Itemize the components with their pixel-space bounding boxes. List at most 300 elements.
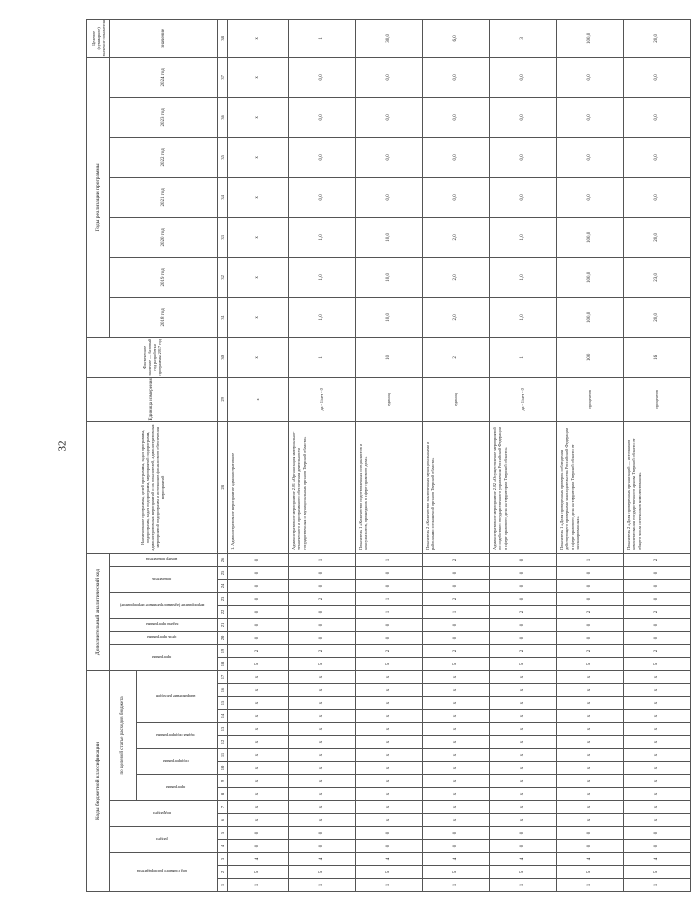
code-cell: 0 (490, 840, 557, 853)
extra-code-cell: 0 (228, 618, 289, 631)
code-cell: x (228, 736, 289, 749)
code-cell: x (490, 710, 557, 723)
code-cell: 5 (423, 866, 490, 879)
column-number: 20 (218, 631, 228, 644)
year-value-cell: 0,0 (356, 137, 423, 177)
code-cell: x (289, 723, 356, 736)
year-header-1: 2019 год (110, 257, 218, 297)
table-wrapper (86, 20, 660, 892)
unit-cell: процентов (624, 377, 691, 421)
extra-code-cell: 0 (228, 579, 289, 592)
column-number: 28 (218, 421, 228, 553)
column-number: 29 (218, 377, 228, 421)
column-number: 10 (218, 762, 228, 775)
code-cell: x (624, 697, 691, 710)
code-cell: x (423, 723, 490, 736)
year-value-cell: 0,0 (289, 177, 356, 217)
column-number: 11 (218, 749, 228, 762)
year-header-3: 2021 год (110, 177, 218, 217)
description-cell: Показатель 1 «Доля проведенных проверок соблюдения действующего проверками законодательства Российской Федерации в сфере правового дела на территории Тверской области от запланированных» (557, 421, 624, 553)
year-value-cell: x (228, 177, 289, 217)
base-value-cell: 1 (289, 337, 356, 377)
code-cell: x (356, 775, 423, 788)
year-header-6: 2024 год (110, 57, 218, 97)
year-value-cell: 10,0 (356, 257, 423, 297)
code-cell: x (289, 775, 356, 788)
year-value-cell: 20,0 (624, 297, 691, 337)
year-value-cell: 0,0 (557, 57, 624, 97)
code-cell: 0 (624, 827, 691, 840)
extra-code-cell: 0 (356, 579, 423, 592)
year-value-cell: 1,0 (289, 217, 356, 257)
column-number: 21 (218, 618, 228, 631)
code-cell: x (423, 670, 490, 683)
year-value-cell: 0,0 (490, 97, 557, 137)
column-number: 35 (218, 137, 228, 177)
code-cell: x (423, 814, 490, 827)
column-number: 7 (218, 801, 228, 814)
code-cell: 5 (490, 866, 557, 879)
column-number: 38 (218, 19, 228, 57)
column-number: 22 (218, 605, 228, 618)
code-cell: x (423, 736, 490, 749)
extra-code-cell: 0 (490, 631, 557, 644)
column-number: 26 (218, 553, 228, 566)
code-cell: 0 (423, 840, 490, 853)
code-cell: 5 (356, 866, 423, 879)
code-cell: x (490, 775, 557, 788)
extra-subheader-program: программа (110, 644, 218, 670)
code-cell: 1 (423, 879, 490, 892)
final-value-cell: 100,0 (557, 19, 624, 57)
extra-code-cell: 0 (228, 605, 289, 618)
final-value-cell: 1 (289, 19, 356, 57)
extra-code-cell: 5 (557, 657, 624, 670)
extra-code-cell: 2 (624, 644, 691, 657)
code-cell: x (490, 814, 557, 827)
base-value-cell: 100 (557, 337, 624, 377)
code-cell: x (490, 762, 557, 775)
code-cell: 0 (490, 827, 557, 840)
code-cell: 1 (624, 879, 691, 892)
code-cell: x (490, 723, 557, 736)
description-cell: Административное мероприятие 2.01 «Организация материально-технического и программного обеспечения деятельности государственных и муниципальных органов Тверской области» (289, 421, 356, 553)
base-value-cell: 1 (490, 337, 557, 377)
code-cell: x (356, 723, 423, 736)
code-cell: x (289, 710, 356, 723)
extra-code-cell: 0 (356, 631, 423, 644)
code-cell: x (356, 670, 423, 683)
codes-group-header: Коды бюджетной классификации (87, 670, 110, 891)
unit-cell: да - 1/нет - 0 (289, 377, 356, 421)
code-cell: x (228, 710, 289, 723)
year-value-cell: 0,0 (289, 97, 356, 137)
year-value-cell: 1,0 (490, 297, 557, 337)
extra-code-cell: 0 (289, 579, 356, 592)
final-group-header: Целевое (суммарное) значение показателя (87, 19, 110, 57)
column-number: 36 (218, 97, 228, 137)
code-cell: x (557, 710, 624, 723)
year-header-0: 2018 год (110, 297, 218, 337)
column-number: 25 (218, 566, 228, 579)
code-cell: 0 (289, 827, 356, 840)
unit-cell: x (228, 377, 289, 421)
extra-code-cell: 2 (490, 644, 557, 657)
extra-code-cell: 0 (228, 631, 289, 644)
column-number-row (218, 19, 228, 891)
extra-code-cell: 0 (490, 579, 557, 592)
year-value-cell: 0,0 (423, 97, 490, 137)
extra-code-cell: 0 (423, 618, 490, 631)
extra-code-cell: 2 (624, 605, 691, 618)
code-subheader-1: раздел (110, 827, 218, 853)
extra-code-cell: 5 (356, 657, 423, 670)
code-cell: x (490, 670, 557, 683)
year-value-cell: 0,0 (490, 57, 557, 97)
code-cell: x (557, 801, 624, 814)
code-cell: x (289, 736, 356, 749)
extra-code-cell: 2 (557, 644, 624, 657)
year-value-cell: 100,0 (557, 297, 624, 337)
column-number: 30 (218, 337, 228, 377)
extra-code-cell: 0 (356, 618, 423, 631)
code-cell: 0 (356, 840, 423, 853)
extra-code-cell: 0 (228, 566, 289, 579)
year-value-cell: 2,0 (423, 217, 490, 257)
code-cell: 0 (557, 827, 624, 840)
year-value-cell: 0,0 (557, 177, 624, 217)
column-number: 13 (218, 723, 228, 736)
year-value-cell: 100,0 (557, 257, 624, 297)
table-row (557, 19, 624, 891)
code-cell: x (356, 762, 423, 775)
extra-code-cell: 0 (557, 592, 624, 605)
final-value-cell: 3 (490, 19, 557, 57)
year-header-4: 2022 год (110, 137, 218, 177)
year-value-cell: 1,0 (490, 217, 557, 257)
year-value-cell: 0,0 (624, 177, 691, 217)
extra-code-cell: 5 (624, 657, 691, 670)
extra-code-cell: 0 (624, 566, 691, 579)
year-value-cell: 0,0 (490, 137, 557, 177)
extra-code-cell: 0 (289, 631, 356, 644)
code-cell: x (228, 670, 289, 683)
code-subheader-5: задача подпрограммы (137, 723, 218, 749)
code-cell: x (490, 788, 557, 801)
code-cell: x (557, 749, 624, 762)
year-header-5: 2023 год (110, 97, 218, 137)
year-value-cell: 0,0 (490, 177, 557, 217)
year-value-cell: 2,0 (423, 257, 490, 297)
extra-code-cell: 5 (289, 657, 356, 670)
column-number: 4 (218, 840, 228, 853)
code-cell: x (423, 749, 490, 762)
year-value-cell: 0,0 (356, 57, 423, 97)
final-value-header: значение (110, 19, 218, 57)
year-value-cell: 10,0 (356, 297, 423, 337)
code-cell: x (423, 684, 490, 697)
code-cell: 4 (557, 853, 624, 866)
program-indicators-table (86, 19, 691, 892)
unit-cell: единиц (356, 377, 423, 421)
year-value-cell: x (228, 97, 289, 137)
code-cell: x (356, 788, 423, 801)
year-value-cell: 0,0 (356, 177, 423, 217)
code-cell: x (423, 697, 490, 710)
year-value-cell: 1,0 (289, 257, 356, 297)
code-cell: x (289, 788, 356, 801)
year-value-cell: 0,0 (423, 137, 490, 177)
year-value-cell: 0,0 (624, 137, 691, 177)
extra-code-cell: 2 (423, 553, 490, 566)
extra-code-cell: 0 (423, 566, 490, 579)
code-cell: x (356, 697, 423, 710)
table-row (490, 19, 557, 891)
code-cell: 0 (228, 827, 289, 840)
code-cell: x (289, 762, 356, 775)
code-cell: 4 (289, 853, 356, 866)
header-row-groups (87, 19, 110, 891)
year-value-cell: x (228, 217, 289, 257)
column-number: 1 (218, 879, 228, 892)
final-value-cell: x (228, 19, 289, 57)
code-cell: 1 (356, 879, 423, 892)
code-cell: x (624, 775, 691, 788)
code-cell: 4 (356, 853, 423, 866)
code-cell: x (228, 684, 289, 697)
code-cell: x (423, 775, 490, 788)
code-cell: x (356, 801, 423, 814)
code-cell: 0 (557, 840, 624, 853)
column-number: 6 (218, 814, 228, 827)
extra-code-cell: 0 (356, 566, 423, 579)
description-cell: Административное мероприятие 2.02 «Осуществление мероприятий по содействию государственного управления Российской Федерации в сфере правового дела на территории Тверской области» (490, 421, 557, 553)
extra-code-cell: 1 (356, 605, 423, 618)
extra-subheader-indicator: показатель (110, 566, 218, 592)
code-cell: 0 (356, 827, 423, 840)
code-cell: x (423, 801, 490, 814)
code-cell: x (423, 762, 490, 775)
code-subheader-4: подпрограмма (137, 749, 218, 775)
code-cell: x (228, 788, 289, 801)
code-cell: 4 (423, 853, 490, 866)
code-cell: x (624, 788, 691, 801)
unit-cell: процентов (557, 377, 624, 421)
code-cell: x (228, 697, 289, 710)
table-row (289, 19, 356, 891)
code-cell: x (289, 697, 356, 710)
column-number: 23 (218, 592, 228, 605)
extra-code-cell: 0 (490, 566, 557, 579)
code-cell: x (557, 670, 624, 683)
year-value-cell: 0,0 (289, 57, 356, 97)
code-cell: x (624, 749, 691, 762)
code-cell: 5 (624, 866, 691, 879)
year-value-cell: x (228, 257, 289, 297)
code-subheader-2: подраздел (110, 801, 218, 827)
code-cell: 1 (228, 879, 289, 892)
description-cell: Показатель 1 «Количество подготовленных специалистов и консультантов, прошедших в сфере правового дела» (356, 421, 423, 553)
extra-code-cell: 0 (624, 618, 691, 631)
extra-code-cell: 2 (557, 605, 624, 618)
base-year-header: Фактическое значение — базовый год разработки программы 2017 год (87, 337, 218, 377)
extra-code-cell: 0 (557, 579, 624, 592)
unit-cell: единиц (423, 377, 490, 421)
code-cell: 4 (624, 853, 691, 866)
extra-subheader-measure: мероприятие (административное мероприятие) (110, 592, 218, 618)
code-cell: x (490, 684, 557, 697)
year-value-cell: 0,0 (557, 137, 624, 177)
code-cell: x (490, 697, 557, 710)
extra-code-cell: 0 (490, 553, 557, 566)
code-cell: x (228, 749, 289, 762)
code-cell: x (228, 801, 289, 814)
code-cell: x (289, 814, 356, 827)
base-value-cell: x (228, 337, 289, 377)
year-value-cell: 100,0 (557, 217, 624, 257)
extra-code-cell: 0 (557, 631, 624, 644)
extra-code-cell: 0 (423, 579, 490, 592)
extra-code-cell: 0 (289, 566, 356, 579)
extra-subheader-goal: цель программы (110, 631, 218, 644)
expense-group-header: по целевой статье расходов бюджета (110, 670, 137, 800)
year-value-cell: 20,0 (624, 217, 691, 257)
column-number: 24 (218, 579, 228, 592)
code-cell: x (423, 788, 490, 801)
column-number: 14 (218, 710, 228, 723)
extra-code-cell: 2 (490, 605, 557, 618)
code-cell: x (624, 736, 691, 749)
code-cell: x (356, 749, 423, 762)
extra-code-cell: 0 (557, 566, 624, 579)
year-value-cell: x (228, 57, 289, 97)
year-value-cell: 0,0 (557, 97, 624, 137)
code-cell: x (228, 723, 289, 736)
code-cell: x (624, 710, 691, 723)
extra-code-cell: 1 (289, 553, 356, 566)
code-cell: 0 (423, 827, 490, 840)
code-cell: x (557, 684, 624, 697)
extra-code-cell: 2 (228, 644, 289, 657)
code-cell: x (624, 684, 691, 697)
description-cell: Показатель 2 «Доля проверенных организаций — источников комплектования государственного архива Тверской области от общего числа источников комплектования» (624, 421, 691, 553)
year-value-cell: 0,0 (624, 97, 691, 137)
extra-code-cell: 0 (490, 618, 557, 631)
extra-code-cell: 5 (490, 657, 557, 670)
extra-code-cell: 0 (624, 631, 691, 644)
code-cell: x (557, 723, 624, 736)
code-cell: x (356, 814, 423, 827)
extra-code-cell: 0 (228, 592, 289, 605)
code-cell: x (490, 749, 557, 762)
extra-code-cell: 2 (423, 592, 490, 605)
code-cell: x (557, 697, 624, 710)
extra-code-cell: 0 (624, 579, 691, 592)
code-cell: x (356, 736, 423, 749)
year-value-cell: 0,0 (624, 57, 691, 97)
code-cell: x (624, 762, 691, 775)
code-cell: 5 (228, 866, 289, 879)
extra-code-cell: 0 (289, 618, 356, 631)
extra-code-cell: 2 (423, 644, 490, 657)
code-cell: 0 (289, 840, 356, 853)
description-cell: Показатель 2 «Количество заключенных муниципальными и районными соглашений органов Тверской области» (423, 421, 490, 553)
year-value-cell: 1,0 (289, 297, 356, 337)
extra-code-group-header: Дополнительный аналитический код (87, 553, 110, 670)
table-body (228, 19, 691, 891)
column-number: 31 (218, 297, 228, 337)
column-number: 16 (218, 684, 228, 697)
unit-header: Единица измерения (87, 377, 218, 421)
table-row (228, 19, 289, 891)
table-row (423, 19, 490, 891)
name-header: Наименование программы, целей программы, задач программы, подпрограмм, задач подпрограмм, мероприятий подпрограмм, административных мероприятий и их показателей, административных мероприятий подпрограмм и источников финансового обеспечения мероприятий (87, 421, 218, 553)
column-number: 15 (218, 697, 228, 710)
column-number: 8 (218, 788, 228, 801)
code-cell: x (423, 710, 490, 723)
final-value-cell: 20,0 (624, 19, 691, 57)
code-cell: x (557, 814, 624, 827)
base-value-cell: 10 (356, 337, 423, 377)
year-value-cell: 0,0 (289, 137, 356, 177)
code-cell: x (624, 670, 691, 683)
year-value-cell: 1,0 (490, 257, 557, 297)
extra-code-cell: 2 (356, 644, 423, 657)
code-cell: 1 (289, 879, 356, 892)
table-row (624, 19, 691, 891)
code-cell: 4 (228, 853, 289, 866)
extra-code-cell: 0 (423, 631, 490, 644)
column-number: 34 (218, 177, 228, 217)
extra-code-cell: 0 (289, 605, 356, 618)
extra-code-cell: 0 (624, 592, 691, 605)
code-cell: 5 (289, 866, 356, 879)
code-cell: 1 (490, 879, 557, 892)
year-value-cell: 0,0 (423, 177, 490, 217)
code-cell: x (624, 723, 691, 736)
code-cell: x (624, 814, 691, 827)
column-number: 17 (218, 670, 228, 683)
extra-subheader-task: задача программы (110, 618, 218, 631)
code-subheader-3: программа (137, 775, 218, 801)
column-number: 9 (218, 775, 228, 788)
code-cell: x (228, 775, 289, 788)
base-value-cell: 16 (624, 337, 691, 377)
code-cell: x (557, 775, 624, 788)
code-cell: x (490, 801, 557, 814)
unit-cell: да - 1/нет - 0 (490, 377, 557, 421)
code-cell: x (490, 736, 557, 749)
extra-code-cell: 0 (490, 592, 557, 605)
code-cell: x (356, 684, 423, 697)
extra-code-cell: 1 (356, 553, 423, 566)
code-cell: 1 (557, 879, 624, 892)
year-header-2: 2020 год (110, 217, 218, 257)
rotated-table-container (86, 20, 660, 892)
column-number: 18 (218, 657, 228, 670)
extra-code-cell: 2 (289, 592, 356, 605)
column-number: 3 (218, 853, 228, 866)
column-number: 2 (218, 866, 228, 879)
year-value-cell: 2,0 (423, 297, 490, 337)
extra-code-cell: 0 (557, 618, 624, 631)
table-row (356, 19, 423, 891)
page-number: 32 (56, 440, 69, 452)
column-number: 37 (218, 57, 228, 97)
code-cell: x (557, 736, 624, 749)
extra-code-cell: 2 (289, 644, 356, 657)
extra-code-cell: 1 (423, 605, 490, 618)
